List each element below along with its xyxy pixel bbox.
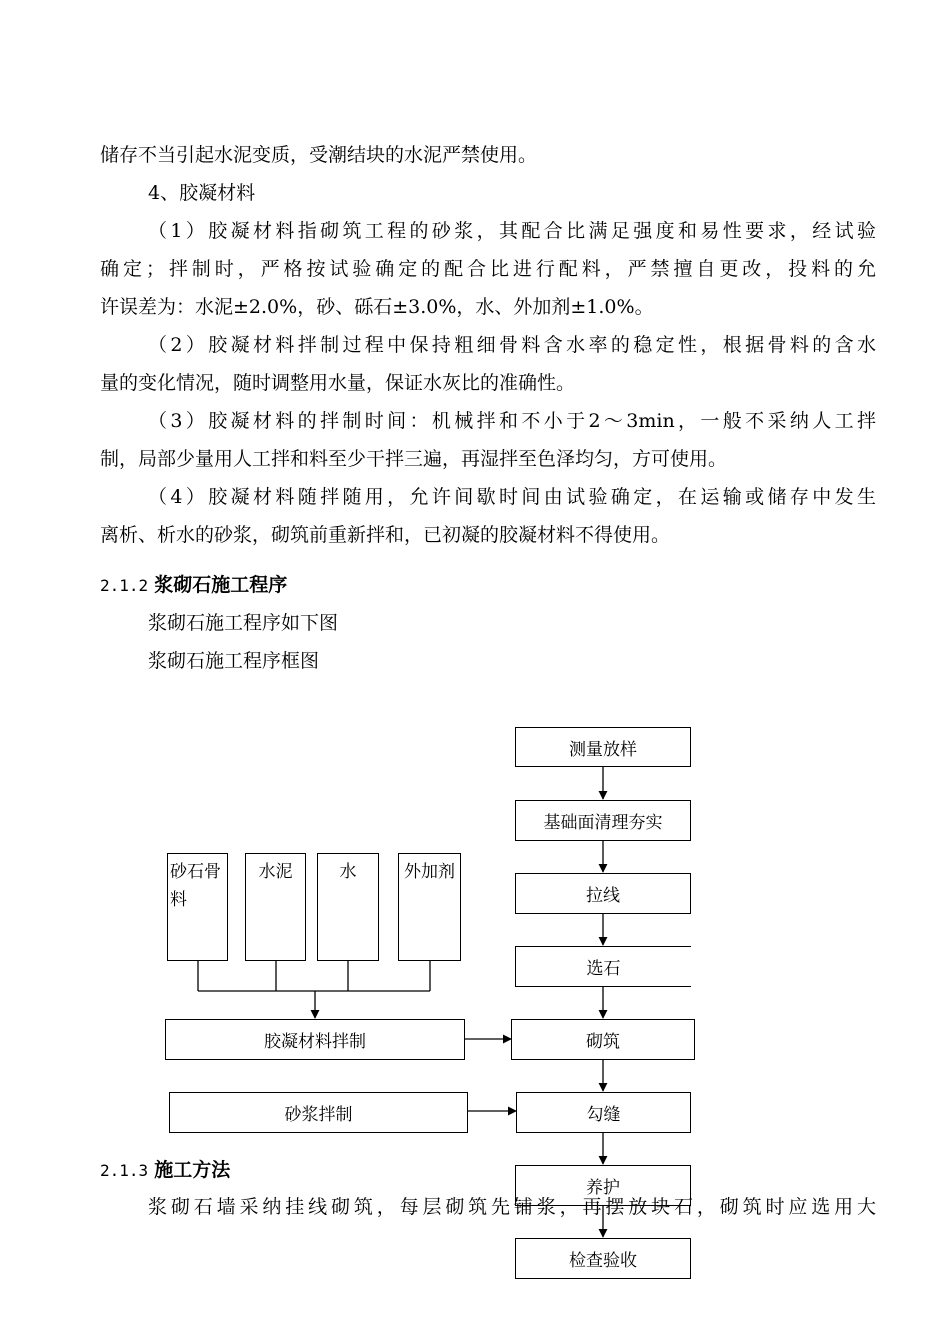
paragraph-line: 离析、析水的砂浆，砌筑前重新拌和，已初凝的胶凝材料不得使用。 <box>100 524 671 546</box>
section-number: 2.1.2 <box>100 576 149 595</box>
material-label: 水泥 <box>258 862 293 882</box>
section-heading-2-1-3 <box>100 1158 230 1183</box>
flow-step-label: 基础面清理夯实 <box>543 813 663 833</box>
material-label: 水 <box>339 862 357 882</box>
flow-step-mortar-mix <box>169 1092 468 1133</box>
paragraph-line: （1）胶凝材料指砌筑工程的砂浆，其配合比满足强度和易性要求，经试验 <box>148 220 876 242</box>
flow-caption: 浆砌石施工程序框图 <box>148 650 320 672</box>
flow-step-label: 拉线 <box>586 886 620 906</box>
flow-step-inspection <box>515 1238 691 1279</box>
material-admixture <box>398 853 461 961</box>
flow-step-string-line <box>515 873 691 914</box>
subheading-cementing-material: 4、胶凝材料 <box>148 182 256 204</box>
paragraph-line: （2）胶凝材料拌制过程中保持粗细骨料含水率的稳定性，根据骨料的含水 <box>148 334 876 356</box>
paragraph-line: 储存不当引起水泥变质，受潮结块的水泥严禁使用。 <box>100 144 538 166</box>
paragraph-line: 浆砌石墙采纳挂线砌筑，每层砌筑先铺浆，再摆放块石，砌筑时应选用大 <box>148 1196 876 1218</box>
material-water <box>317 853 379 961</box>
flow-step-label: 检查验收 <box>569 1251 637 1271</box>
section-title: 浆砌石施工程序 <box>154 574 288 596</box>
section-title: 施工方法 <box>154 1159 231 1181</box>
material-cement <box>245 853 306 961</box>
flow-step-masonry <box>511 1019 695 1060</box>
section-number: 2.1.3 <box>100 1161 149 1180</box>
paragraph-line: （3）胶凝材料的拌制时间：机械拌和不小于2～3min，一般不采纳人工拌 <box>148 410 876 432</box>
flow-step-label: 养护 <box>586 1178 620 1198</box>
paragraph-line: 许误差为：水泥±2.0%，砂、砾石±3.0%，水、外加剂±1.0%。 <box>100 296 654 318</box>
paragraph-line: （4）胶凝材料随拌随用，允许间歇时间由试验确定，在运输或储存中发生 <box>148 486 876 508</box>
paragraph-line: 量的变化情况，随时调整用水量，保证水灰比的准确性。 <box>100 372 576 394</box>
paragraph-line: 确定；拌制时，严格按试验确定的配合比进行配料，严禁擅自更改，投料的允 <box>100 258 876 280</box>
material-label: 外加剂 <box>404 862 455 882</box>
flow-step-label: 砂浆拌制 <box>284 1105 353 1125</box>
material-aggregate <box>167 853 228 961</box>
flow-step-survey <box>515 727 691 767</box>
flow-step-label: 选石 <box>586 959 621 979</box>
flow-step-label: 胶凝材料拌制 <box>264 1032 366 1052</box>
material-label: 砂石骨料 <box>170 862 221 910</box>
paragraph-line: 制，局部少量用人工拌和料至少干拌三遍，再湿拌至色泽均匀，方可使用。 <box>100 448 728 470</box>
flow-step-foundation-cleaning <box>515 800 691 841</box>
flow-step-label: 测量放样 <box>569 739 637 760</box>
flow-step-label: 砌筑 <box>586 1032 620 1052</box>
flow-step-stone-selection <box>515 946 691 987</box>
flow-step-label: 勾缝 <box>586 1105 621 1125</box>
flow-step-pointing <box>516 1092 691 1133</box>
flow-step-cementing-mix <box>165 1019 465 1060</box>
flow-intro-text: 浆砌石施工程序如下图 <box>148 612 339 634</box>
